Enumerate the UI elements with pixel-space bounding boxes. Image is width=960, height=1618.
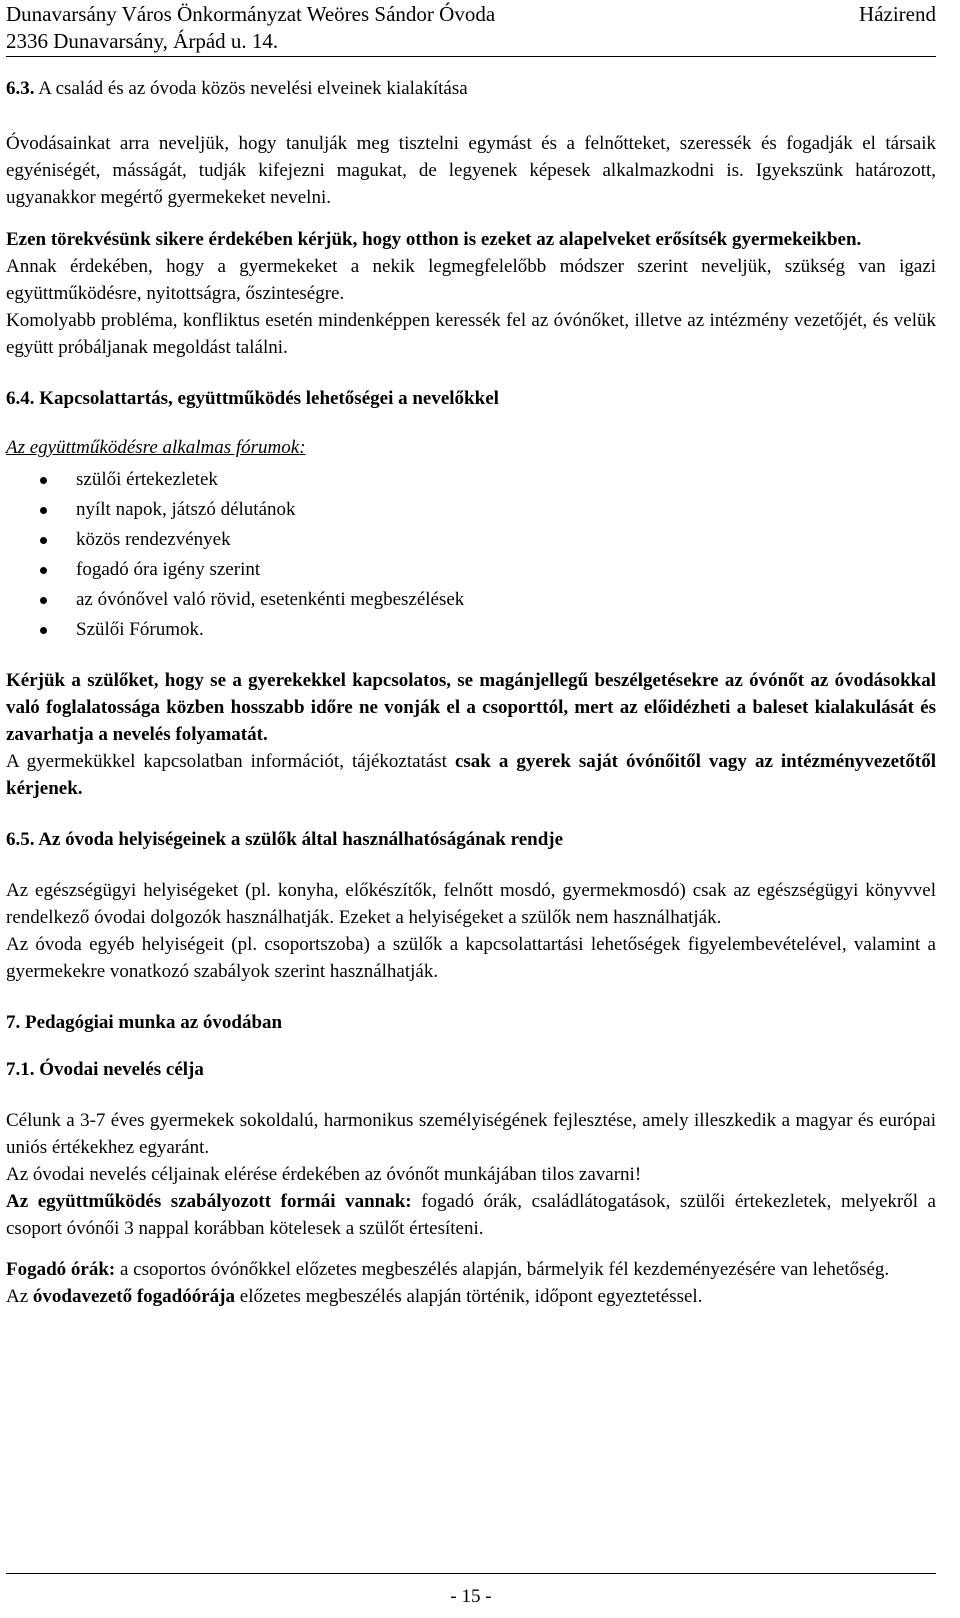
forums-list [6,465,936,645]
bullet-icon [40,477,47,484]
paragraph: Annak érdekében, hogy a gyermekeket a nekik legmegfelelőbb módszer szerint neveljük, szükség van igazi együttműködésre, nyitottságra, őszinteségre. [6,256,936,304]
section-number: 6.4. [6,388,35,409]
paragraph: Az egészségügyi helyiségeket (pl. konyha, előkészítők, felnőtt mosdó, gyermekmosdó) csak az egészségügyi könyvvel rendelkező óvodai dolgozók használhatják. Ezeket a helyiségeket a szülők nem használhatják. [6,880,936,928]
paragraph-mixed: Az óvodavezető fogadóórája előzetes megbeszélés alapján történik, időpont egyeztetéssel. [6,1286,703,1307]
list-item: szülői értekezletek [6,465,936,495]
paragraph: Óvodásainkat arra neveljük, hogy tanulják meg tisztelni egymást és a felnőtteket, szeressék és fogadják el társaik egyéniségét, másságát, tudják kifejezni magukat, de legyenek képesek alkalmazkodni is. Igyekszünk határozott, ugyanakkor megértő gyermekeket nevelni. [6,133,936,208]
page-header [6,0,936,57]
list-item: fogadó óra igény szerint [6,555,936,585]
section-number: 6.3. [6,78,35,99]
section-7-1-heading [6,1056,936,1083]
list-item: az óvónővel való rövid, esetenkénti megbeszélések [6,585,936,615]
section-title: Pedagógiai munka az óvodában [25,1012,283,1033]
section-number: 7.1. [6,1059,35,1080]
paragraph-mixed: Az együttműködés szabályozott formái vannak: fogadó órák, családlátogatások, szülői értekezletek, melyekről a csoport óvónői 3 nappal korábban kötelesek a szülőt értesíteni. [6,1191,936,1239]
bullet-icon [40,507,47,514]
header-address: 2336 Dunavarsány, Árpád u. 14. [6,29,279,53]
paragraph: Célunk a 3-7 éves gyermekek sokoldalú, harmonikus személyiségének fejlesztése, amely illeszkedik a magyar és európai uniós értékekhez egyaránt. [6,1110,936,1158]
forums-title: Az együttműködésre alkalmas fórumok: [6,437,306,458]
header-institution: Dunavarsány Város Önkormányzat Weöres Sándor Óvoda [6,2,496,26]
list-item: nyílt napok, játszó délutánok [6,495,936,525]
paragraph: Az óvoda egyéb helyiségeit (pl. csoportszoba) a szülők a kapcsolattartási lehetőségek figyelembevételével, valamint a gyermekekre vonatkozó szabályok szerint használhatják. [6,934,936,982]
paragraph-mixed: A gyermekükkel kapcsolatban információt, tájékoztatást csak a gyerek saját óvónőitől vagy az intézményvezetőtől kérjenek. [6,751,936,799]
section-number: 7. [6,1012,21,1033]
list-item: közös rendezvények [6,525,936,555]
page-content [6,57,936,1310]
paragraph: Az óvodai nevelés céljainak elérése érdekében az óvónőt munkájában tilos zavarni! [6,1164,642,1185]
section-title: Óvodai nevelés célja [39,1059,204,1080]
page-footer [6,1573,936,1618]
section-number: 6.5. [6,829,35,850]
bullet-icon [40,627,47,634]
paragraph: Komolyabb probléma, konfliktus esetén mindenképpen keressék fel az óvónőket, illetve az intézmény vezetőjét, és velük együtt próbáljanak megoldást találni. [6,310,936,358]
bullet-icon [40,537,47,544]
paragraph-bold: Ezen törekvésünk sikere érdekében kérjük, hogy otthon is ezeket az alapelveket erősítsék gyermekeikben. [6,229,862,250]
page-number: - 15 - [450,1586,492,1607]
bullet-icon [40,597,47,604]
bullet-icon [40,567,47,574]
section-title: Az óvoda helyiségeinek a szülők által használhatóságának rendje [38,829,564,850]
section-7-heading [6,1009,936,1036]
section-title: A család és az óvoda közös nevelési elveinek kialakítása [38,78,468,99]
list-item: Szülői Fórumok. [6,615,936,645]
section-6-4-heading [6,385,936,412]
section-6-5-heading [6,826,936,853]
header-doc-type: Házirend [859,2,936,26]
section-6-3-heading [6,75,936,102]
paragraph-bold: Kérjük a szülőket, hogy se a gyerekekkel kapcsolatos, se magánjellegű beszélgetésekre az óvónőt az óvodásokkal való foglalatossága közben hosszabb időre ne vonják el a csoporttól, mert az előidézheti a baleset kialakulását és zavarhatja a nevelés folyamatát. [6,670,936,745]
section-title: Kapcsolattartás, együttműködés lehetőségei a nevelőkkel [39,388,499,409]
paragraph-mixed: Fogadó órák: a csoportos óvónőkkel előzetes megbeszélés alapján, bármelyik fél kezdeményezésére van lehetőség. [6,1259,890,1280]
